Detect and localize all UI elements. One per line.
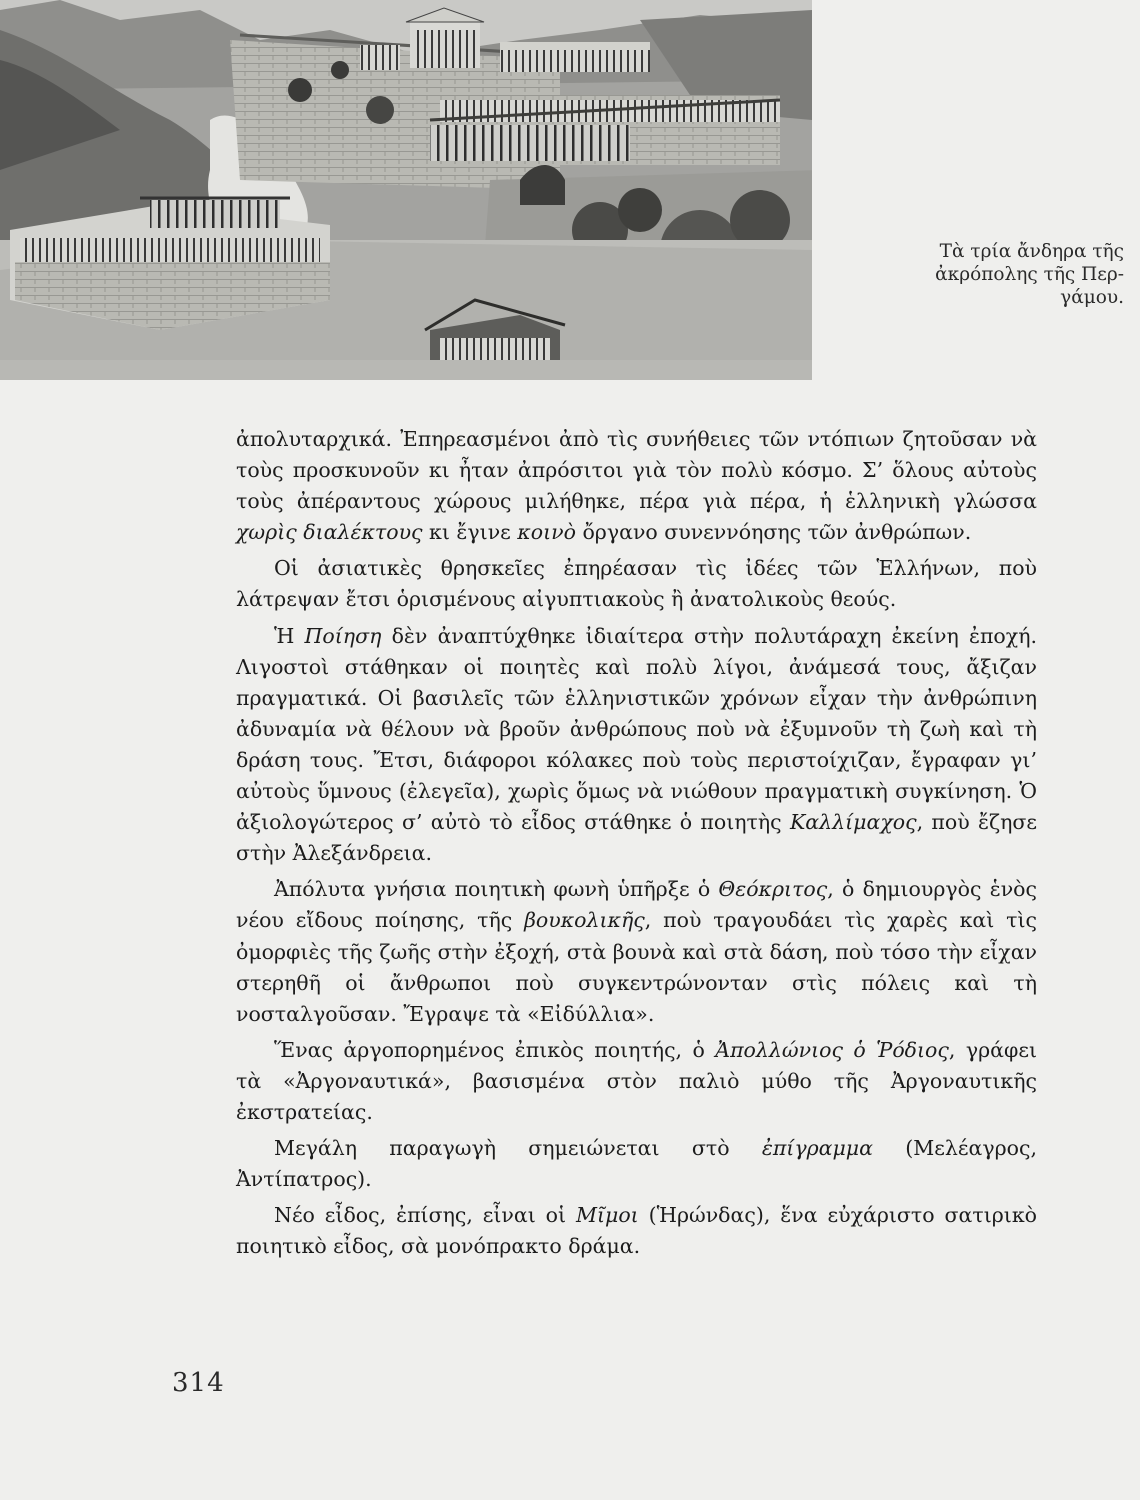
italic-term: Μῖμοι [575, 1203, 639, 1228]
text-run: Ἀπόλυτα γνήσια ποιητικὴ φωνὴ ὑπῆρξε ὁ [274, 877, 719, 902]
page-number: 314 [172, 1368, 225, 1398]
paragraph [236, 553, 1037, 615]
text-run: Οἱ ἀσιατικὲς θρησκεῖες ἐπηρέασαν τὶς ἰδέες τῶν Ἑλλήνων, ποὺ λάτρεψαν ἔτσι ὁρισμένους αἰγυπτιακοὺς ἢ ἀνατολικοὺς θεούς. [236, 556, 1037, 612]
italic-term: βουκολικῆς [524, 908, 645, 933]
text-run: , ποὺ τραγουδάει τὶς χαρὲς καὶ τὶς ὀμορφιὲς τῆς ζωῆς στὴν ἐξοχή, στὰ βουνὰ καὶ στὰ δάση, ποὺ τόσο τὴν εἶχαν στερηθῆ οἱ ἄνθρωποι ποὺ συγκεντρώνονταν στὶς πόλεις καὶ τὴ νοσταλγοῦσαν. Ἔγραψε τὰ «Εἰδύλλια». [236, 908, 1037, 1026]
italic-term: χωρὶς διαλέκτους [236, 520, 423, 545]
italic-term: Ἀπολλώνιος ὁ Ῥόδιος [715, 1037, 949, 1062]
caption-line: Τὰ τρία ἄνδηρα τῆς [939, 241, 1124, 262]
text-run: Ἡ [274, 623, 305, 648]
text-run: ὄργανο συνεννόησης τῶν ἀνθρώπων. [575, 520, 972, 545]
text-run: , ὁ δημιουργὸς ἑνὸς νέου εἴδους ποίησης, τῆς [236, 877, 1037, 933]
caption-line: ἀκρόπολης τῆς Περ- [935, 264, 1124, 285]
text-run: , ποὺ ἔζησε στὴν Ἀλεξάνδρεια. [236, 810, 1038, 866]
text-run: δὲν ἀναπτύχθηκε ἰδιαίτερα στὴν πολυτάραχη ἐκείνη ἐποχή. Λιγοστοὶ στάθηκαν οἱ ποιητὲς καὶ πολὺ λίγοι, ἀνάμεσά τους, ἄξιζαν πραγματικά. Οἱ βασιλεῖς τῶν ἑλληνιστικῶν χρόνων εἶχαν τὴν ἀνθρώπινη ἀδυναμία νὰ θέλουν νὰ βροῦν ἀνθρώπους ποὺ νὰ ἐξυμνοῦν τὴ ζωὴ καὶ τὴ δράση τους. Ἔτσι, διάφοροι κόλακες ποὺ τοὺς περιστοίχιζαν, ἔγραφαν γι’ αὐτοὺς ὕμνους (ἐλεγεῖα), χωρὶς ὅμως νὰ νιώθουν πραγματικὴ συγκίνηση. Ὁ ἀξιολογώτερος σ’ αὐτὸ τὸ εἶδος στάθηκε ὁ ποιητὴς [236, 623, 1037, 835]
italic-term: κοινὸ [517, 520, 576, 545]
text-run: (Μελέαγρος, Ἀντίπατρος). [236, 1136, 1037, 1192]
text-run: (Ἡρώνδας), ἕνα εὐχάριστο σατιρικὸ ποιητικὸ εἶδος, σὰ μονόπρακτο δράμα. [236, 1203, 1037, 1259]
figure-caption [822, 240, 1124, 309]
paragraph [236, 1200, 1037, 1262]
text-run: κι ἔγινε [422, 520, 518, 545]
paragraph [236, 1035, 1037, 1128]
body-text [236, 424, 1037, 1262]
text-run: ἀπολυταρχικά. Ἐπηρεασμένοι ἀπὸ τὶς συνήθειες τῶν ντόπιων ζητοῦσαν νὰ τοὺς προσκυνοῦν κι ἦταν ἀπρόσιτοι γιὰ τὸν πολὺ κόσμο. Σ’ ὅλους αὐτοὺς τοὺς ἀπέραντους χώρους μιλήθηκε, πέρα γιὰ πέρα, ἡ ἑλληνικὴ γλώσσα [236, 427, 1037, 514]
paragraph [236, 874, 1037, 1029]
italic-term: Θεόκριτος [718, 877, 828, 902]
caption-line: γάμου. [1060, 287, 1124, 308]
paragraph [236, 424, 1037, 548]
italic-term: Καλλίμαχος [789, 810, 917, 835]
text-run: , γράφει τὰ «Ἀργοναυτικά», βασισμένα στὸν παλιὸ μύθο τῆς Ἀργοναυτικῆς ἐκστρατείας. [236, 1037, 1037, 1124]
text-run: Ἕνας ἀργοπορημένος ἐπικὸς ποιητής, ὁ [274, 1037, 716, 1062]
italic-term: ἐπίγραμμα [761, 1136, 873, 1161]
text-run: Μεγάλη παραγωγὴ σημειώνεται στὸ [274, 1136, 762, 1161]
paragraph [236, 1133, 1037, 1195]
text-run: Νέο εἶδος, ἐπίσης, εἶναι οἱ [274, 1203, 576, 1228]
acropolis-illustration [0, 0, 812, 380]
italic-term: Ποίηση [304, 623, 382, 648]
paragraph [236, 621, 1037, 870]
